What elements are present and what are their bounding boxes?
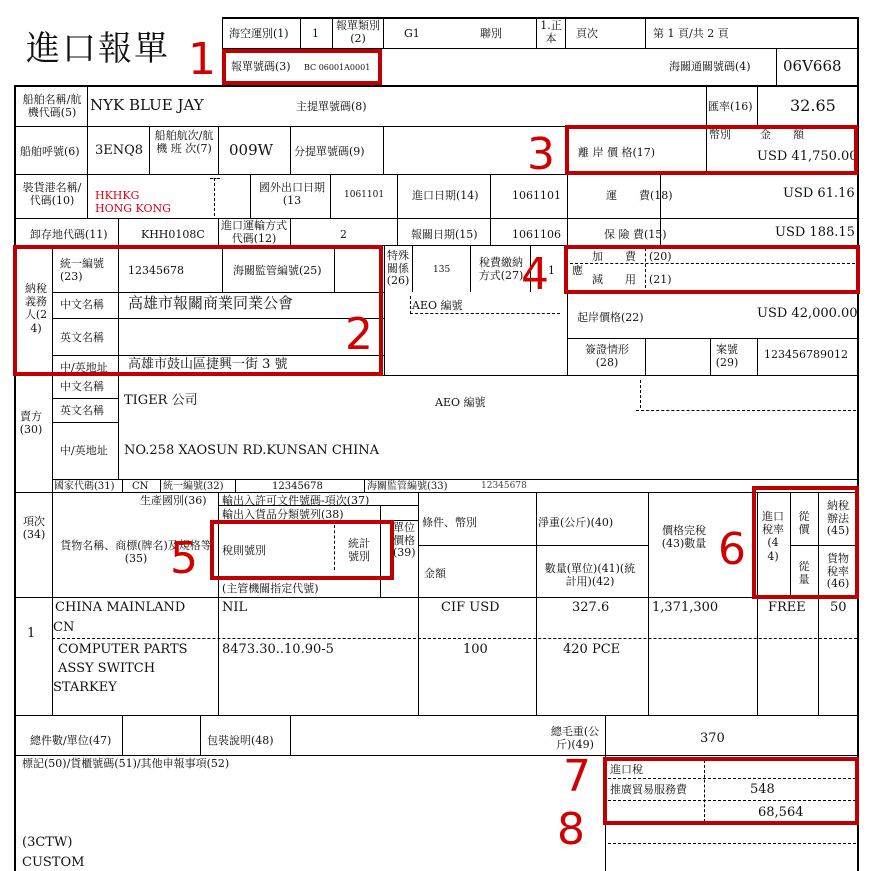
annotation-number-4: 4 — [521, 249, 549, 300]
import-date-label: 進口日期(14) — [412, 189, 479, 202]
trade-fee-value: 548 — [750, 782, 775, 797]
import-duty-rate-label: 進口稅率(44) — [762, 510, 784, 563]
packing-label: 包裝說明(48) — [207, 734, 274, 747]
annotation-box-2 — [13, 245, 383, 376]
copy-value: 1.正本 — [540, 19, 562, 45]
marks-label: 標記(50)/貨櫃號碼(51)/其他申報事項(52) — [22, 757, 230, 770]
exchange-rate-value: 32.65 — [790, 96, 836, 115]
unloading-value: KHH0108C — [141, 228, 205, 241]
trade-fee-label: 推廣貿易服務費 — [610, 783, 687, 796]
export-date-value: 1061101 — [344, 190, 385, 200]
item-no-label: 項次(34) — [22, 515, 46, 542]
sub-fee-label: 減 用 — [592, 273, 636, 286]
annotation-box-7-8 — [603, 757, 859, 825]
tariff-value: 8473.30..10.90-5 — [222, 642, 334, 657]
annotation-box-1 — [222, 49, 382, 85]
stat-label: 統計號別 — [348, 537, 370, 563]
currency-label: 幣別 — [709, 128, 731, 141]
net-weight-value: 327.6 — [572, 600, 610, 615]
master-bl-label: 主提單號碼(8) — [296, 100, 367, 113]
seller-cn-name-label: 中文名稱 — [60, 380, 104, 393]
seller-address-value: NO.258 XAOSUN RD.KUNSAN CHINA — [124, 443, 379, 458]
declaration-no-value: BC 06001A0001 — [304, 63, 371, 72]
item-no: 1 — [27, 626, 36, 641]
class-label: 輸出入貨品分類號列(38) — [222, 508, 344, 521]
freight-value: USD 61.16 — [783, 186, 855, 201]
annotation-number-1: 1 — [188, 34, 216, 85]
origin-code: CN — [53, 620, 75, 635]
cif-value: USD 41,750.00 — [757, 149, 858, 164]
seller-en-name-label: 英文名稱 — [60, 404, 104, 417]
special-relation-label: 特殊關係(26) — [386, 249, 410, 288]
taxpayer-address-label: 中/英地址 — [60, 361, 108, 374]
annotation-number-3: 3 — [527, 129, 555, 180]
amount-label: 金 額 — [760, 128, 804, 141]
form-title: 進口報單 — [26, 29, 170, 69]
call-sign-label: 船舶呼號(6) — [20, 145, 80, 158]
goods-desc-label: 貨物名稱、商標(牌名)及規格等(35) — [60, 539, 212, 565]
loading-port-code: HKHKG — [95, 189, 140, 202]
goods-desc-line-2: ASSY SWITCH — [58, 661, 156, 676]
vessel-name-label: 船舶名稱/航機代碼(5) — [22, 93, 82, 119]
seller-bonded-label: 海關監管編號(33) — [367, 481, 448, 492]
dutiable-value-label: 價格完稅(43)數量 — [661, 524, 707, 550]
seller-address-label: 中/英地址 — [60, 444, 108, 457]
gross-weight-label: 總毛重(公斤)(49) — [550, 725, 600, 751]
annotation-number-2: 2 — [345, 309, 373, 360]
freight-label: 運 費(18) — [606, 189, 673, 202]
taxpayer-section-label: 納稅義務人(24) — [24, 282, 48, 335]
annotation-box-3 — [565, 125, 858, 175]
tax-method-col-label: 納稅辦法(45) — [826, 499, 850, 538]
adjust-label: 應 — [572, 264, 583, 277]
seller-name-value: TIGER 公司 — [124, 393, 198, 408]
declare-date-value: 1061106 — [512, 228, 561, 241]
seller-aeo-label: AEO 編號 — [435, 396, 486, 409]
transport-mode-value: 1 — [312, 27, 319, 40]
specific-label: 從量 — [798, 560, 810, 587]
tariff-label: 稅則號別 — [222, 544, 266, 557]
visa-label: 簽證情形(28) — [585, 343, 629, 369]
seller-country-label: 國家代碼(31) — [54, 481, 115, 492]
voyage-label: 船舶航次/航 機 班 次(7) — [154, 129, 214, 155]
goods-desc-line-3: STARKEY — [53, 680, 117, 695]
transport-mode-label: 海空運別(1) — [229, 27, 289, 40]
unit-price-label: 單位價格(39) — [393, 521, 416, 560]
goods-desc-line-1: COMPUTER PARTS — [58, 642, 188, 657]
exchange-rate-label: 匯率(16) — [708, 100, 753, 113]
annotation-number-5: 5 — [170, 533, 198, 584]
sub-fee-no: (21) — [649, 273, 672, 286]
taxpayer-address-value: 高雄市鼓山區捷興一街 3 號 — [128, 357, 288, 372]
taxpayer-bonded-label: 海關監管編號(25) — [233, 264, 322, 277]
seller-bonded-value: 12345678 — [481, 481, 527, 491]
annotation-box-5 — [210, 520, 394, 580]
quantity-label: 數量(單位)(41)(統計用)(42) — [544, 562, 636, 588]
annotation-box-4 — [564, 245, 860, 294]
transport-code-label: 進口運輸方式代碼(12) — [221, 219, 287, 245]
house-bl-label: 分提單號碼(9) — [294, 145, 365, 158]
tax-method-label: 稅費繳納方式(27) — [478, 256, 524, 282]
case-value: 123456789012 — [764, 348, 848, 361]
origin-name: CHINA MAINLAND — [55, 600, 186, 615]
page-value: 第 1 頁/共 2 頁 — [653, 27, 729, 40]
taxpayer-aeo-label: AEO 編號 — [412, 299, 463, 312]
taxpayer-uid-value: 12345678 — [128, 264, 184, 277]
annotation-number-8: 8 — [557, 804, 585, 855]
net-weight-label: 淨重(公斤)(40) — [538, 516, 614, 529]
unloading-label: 卸存地代碼(11) — [30, 228, 108, 241]
copy-label: 聯別 — [480, 27, 502, 40]
import-tax-label: 進口稅 — [610, 763, 643, 776]
mark-line-1: (3CTW) — [22, 835, 73, 850]
taxpayer-uid-label: 統一編號(23) — [60, 257, 104, 283]
loading-port-label: 裝貨港名稱/代碼(10) — [22, 181, 82, 207]
taxpayer-cn-name-value: 高雄市報關商業同業公會 — [128, 294, 294, 312]
dutiable-value: 1,371,300 — [652, 600, 719, 615]
customs-code-value: 06V668 — [783, 57, 842, 75]
cif-price-value: USD 42,000.00 — [757, 306, 858, 321]
add-fee-no: (20) — [649, 250, 672, 263]
insurance-value: USD 188.15 — [775, 225, 855, 240]
loading-port-name: HONG KONG — [95, 202, 171, 215]
annotation-number-6: 6 — [718, 524, 746, 575]
cif-price-label: 起岸價格(22) — [577, 311, 644, 324]
total-tax-value: 68,564 — [758, 805, 804, 820]
declare-date-label: 報關日期(15) — [411, 228, 478, 241]
vessel-name-value: NYK BLUE JAY — [90, 96, 204, 114]
call-sign-value: 3ENQ8 — [95, 143, 144, 158]
mark-line-2: CUSTOM — [22, 855, 85, 870]
commodity-tax-label: 貨物稅率(46) — [826, 552, 850, 591]
ad-valorem-label: 從價 — [798, 510, 810, 537]
cif-label: 離 岸 價 格(17) — [578, 146, 656, 159]
origin-country-label: 生產國別(36) — [140, 494, 207, 507]
seller-uid-value: 12345678 — [272, 481, 323, 492]
customs-code-label: 海關通關號碼(4) — [669, 60, 751, 73]
annotation-number-7: 7 — [563, 751, 591, 802]
page-label: 頁次 — [576, 27, 598, 40]
amount-value: 100 — [463, 642, 488, 657]
taxpayer-en-name-label: 英文名稱 — [60, 331, 104, 344]
quantity-value: 420 PCE — [563, 642, 621, 657]
declaration-type-label: 報單類別(2) — [336, 19, 380, 45]
transport-code-value: 2 — [340, 228, 347, 241]
gross-weight-value: 370 — [700, 731, 725, 746]
seller-uid-label: 統一編號(32) — [163, 481, 224, 492]
taxpayer-cn-name-label: 中文名稱 — [60, 298, 104, 311]
amount-col-label: 金額 — [424, 567, 446, 580]
packages-label: 總件數/單位(47) — [30, 734, 112, 747]
tax-method-value: 1 — [548, 264, 555, 277]
permit-label: 輸出入許可文件號碼-項次(37) — [222, 494, 370, 507]
declaration-type-value: G1 — [404, 27, 420, 40]
tax-method-value: 50 — [830, 600, 847, 615]
add-fee-label: 加 費 — [592, 250, 636, 263]
import-date-value: 1061101 — [512, 189, 561, 202]
voyage-value: 009W — [229, 141, 274, 159]
insurance-label: 保 險 費(15) — [604, 228, 667, 241]
permit-value: NIL — [222, 600, 248, 615]
special-relation-value: 135 — [433, 265, 451, 275]
seller-country-value: CN — [132, 481, 149, 492]
export-date-label: 國外出口日期(13 — [259, 181, 325, 207]
duty-value: FREE — [768, 600, 806, 615]
declaration-no-label: 報單號碼(3) — [231, 60, 291, 73]
terms-value: CIF USD — [441, 600, 500, 615]
seller-section-label: 賣方(30) — [19, 410, 43, 437]
annotation-box-6 — [752, 486, 859, 599]
case-label: 案號(29) — [715, 343, 739, 369]
terms-label: 條件、幣別 — [422, 516, 477, 529]
agency-label: (主管機關指定代號) — [222, 582, 319, 595]
